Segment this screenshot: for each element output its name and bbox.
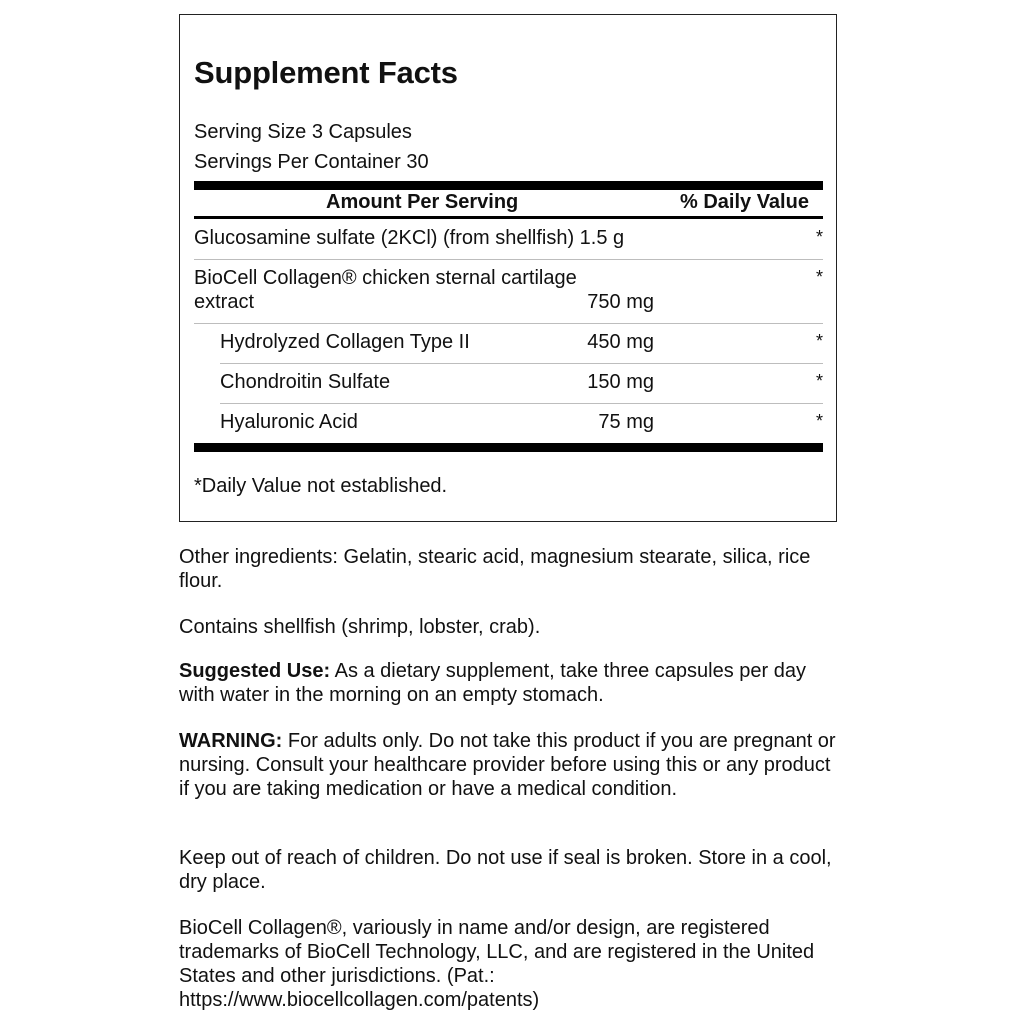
- warning-label: WARNING:: [179, 730, 283, 752]
- supplement-facts-panel: [179, 14, 837, 522]
- row-name-hyaluronic-acid: Hyaluronic Acid: [220, 411, 358, 433]
- facts-title: Supplement Facts: [194, 55, 458, 90]
- header-amount-per-serving: Amount Per Serving: [326, 191, 519, 213]
- row-divider: [194, 323, 823, 324]
- suggested-use-label: Suggested Use:: [179, 660, 331, 682]
- row-name-glucosamine: Glucosamine sulfate (2KCl) (from shellfish) 1.5 g: [194, 227, 625, 249]
- storage-instructions: Keep out of reach of children. Do not use if seal is broken. Store in a cool, dry place.: [179, 847, 832, 893]
- row-dv-chondroitin: *: [816, 371, 824, 391]
- row-amount-hydrolyzed-collagen: 450 mg: [587, 331, 654, 353]
- row-dv-hyaluronic-acid: *: [816, 411, 824, 431]
- bottom-thick-rule: [194, 443, 823, 452]
- row-name-biocell-line1: BioCell Collagen® chicken sternal cartilage: [194, 267, 577, 289]
- header-rule: [194, 216, 823, 219]
- serving-size: Serving Size 3 Capsules: [194, 121, 412, 143]
- row-amount-chondroitin: 150 mg: [587, 371, 654, 393]
- row-name-hydrolyzed-collagen: Hydrolyzed Collagen Type II: [220, 331, 470, 353]
- row-divider: [220, 403, 823, 404]
- row-dv-biocell: *: [816, 267, 824, 287]
- trademark-notice: BioCell Collagen®, variously in name and/or design, are registered trademarks of BioCell Technology, LLC, and are registered in the United States and other jurisdictions. (Pat.: https://www.biocellcollagen.com/patents): [179, 917, 815, 1011]
- row-amount-biocell: 750 mg: [587, 291, 654, 313]
- daily-value-footnote: *Daily Value not established.: [194, 475, 448, 497]
- row-dv-hydrolyzed-collagen: *: [816, 331, 824, 351]
- servings-per-container: Servings Per Container 30: [194, 151, 429, 173]
- header-daily-value: % Daily Value: [680, 191, 809, 213]
- suggested-use: [179, 659, 839, 707]
- allergen-statement: Contains shellfish (shrimp, lobster, crab).: [179, 616, 541, 638]
- row-divider: [194, 259, 823, 260]
- row-name-chondroitin: Chondroitin Sulfate: [220, 371, 391, 393]
- warning: [179, 729, 839, 801]
- row-dv-glucosamine: *: [816, 227, 824, 247]
- row-divider: [220, 363, 823, 364]
- top-thick-rule: [194, 181, 823, 190]
- warning-text: For adults only. Do not take this product if you are pregnant or nursing. Consult your healthcare provider before using this or any product if you are taking medication or have a medical condition.: [179, 730, 836, 800]
- suggested-use-text: As a dietary supplement, take three capsules per day with water in the morning on an empty stomach.: [179, 660, 806, 706]
- row-name-biocell-line2: extract: [194, 291, 255, 313]
- other-ingredients: Other ingredients: Gelatin, stearic acid, magnesium stearate, silica, rice flour.: [179, 546, 811, 592]
- row-amount-hyaluronic-acid: 75 mg: [598, 411, 654, 433]
